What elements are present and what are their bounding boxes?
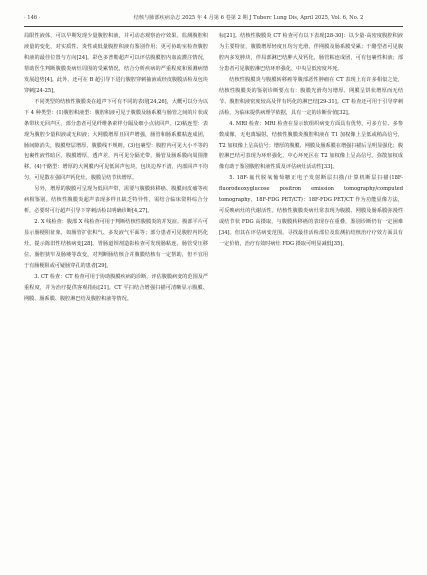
- paragraph: 结核性腹膜炎与腹膜转移癌等腹部恶性肿瘤在 CT 表现上有许多相似之处，结核性腹膜炎的鉴别诊断要点有：腹膜光滑均匀增厚、网膜呈饼状增厚而无结节、腹腔积液密度较高及伴有钙化的淋巴结[29-31]。CT 检查还可用于引导穿刺活检，为临床提供病理学依据，具有一定的诊断价值[32]。: [219, 76, 403, 116]
- paragraph: 4. MRI 检查：MRI 检查在显示软组织病变方面具有优势，可多方位、多参数成像，无电离辐射。结核性腹膜炎腹腔积液在 T1 加权像上呈低或稍高信号，T2 加权像上呈高信号；增厚的腹膜、网膜及肠系膜在增强扫描后呈明显强化；腹腔淋巴结可表现为环形强化，中心坏死区在 T2 加权像上呈高信号。弥散加权成像有助于鉴别腹腔积液性质及评估病灶活动性[33]。: [219, 120, 403, 171]
- paragraph: 标[21]。结核性腹膜炎 CT 检查可有以下表现[28-30]：以少量-高密度腹腔积液为主要特征，腹膜增厚轻度且均匀光滑，伴网膜及肠系膜受累；干酪型者可见腹腔内多发肿块，伴局部淋巴结肿大及钙化，肠管粘连成团，可有包裹性积液；部分患者可见腹腔淋巴结环形强化，中央呈低密度坏死。: [219, 33, 403, 72]
- paragraph: 不同类型的结核性腹膜炎在超声下可有不同的表现[24,26]，大概可以分为以下 4 种类型：(1)腹腔积液型：腹腔积液可见于腹膜及肠系膜与肠管之间的片状或条带状无回声区，部分患者可见纤维条索样分隔及细小点状回声。(2)粘连型：表现为腹腔少量积液或无积液；大网膜增厚且回声增强，肠管和肠系膜粘连成团，肠间隙消失，腹膜壁层增厚，腹膜线不规则。(3)包裹型：腹腔内可见大小不等的包裹性液性暗区，腹膜增厚，透声差，内可见分隔光带，肠管及肠系膜向周围推移。(4)干酪型：增厚的大网膜内可见低回声包块，包块边界不清，内部回声不均匀，可见散在强回声钙化灶，腹膜呈结节状增厚。: [24, 98, 208, 182]
- paragraph: 2. X 线检查：腹部 X 线检查可用于判断结核性腹膜炎的并发症。腹部平片可显示肠梗阻征象，如肠管扩张积气、多发液气平面等；部分患者可见腹腔内钙化灶，提示陈旧性结核病变[28]。胃肠道钡剂造影检查可发现肠粘连、肠管受压移位、肠腔狭窄及肠瘘等改变，对判断肠结核合并腹膜结核有一定帮助，但不宜用于有肠梗阻或可疑肠穿孔的患者[29]。: [24, 219, 208, 270]
- paragraph: 另外，增厚的腹膜可呈现为低回声带，需要与腹膜转移癌、腹膜间皮瘤等疾病相鉴别。结核性腹膜炎超声表现多样且缺乏特异性，需结合临床资料综合分析，必要时可行超声引导下穿刺活检以明确诊断[4,27]。: [24, 186, 208, 215]
- paragraph: 局限性液体，可以早期发现少量腹腔积液，并可动态观察治疗效果。监测腹腔积液量的变化，对实质性、炎性或低量腹腔积液有鉴别作用；更可协助室检查腹腔积液的最佳位置与方向[24]。彩色多普勒超声可以评估腹膜腔内血流灌注情况，帮助医生判断腹膜炎病灶周围的受累情况，结合分析疾病的严重程度和预测病情发展趋势[4]。此外，还可在 B 超引导下进行腹腔穿刺抽液或经皮腹膜活检及包块穿刺[24-25]。: [24, 33, 208, 94]
- paragraph: 5. 18F-氟代脱氧葡萄糖正电子发射断层扫描/计算机断层扫描(18F-fluorodeoxyglucose positron emission tomography/computed tomography，18F-FDG PET/CT)：18F-FDG PET/CT 作为功能显像方法，可反映病灶的代谢活性。结核性腹膜炎病灶常表现为腹膜、网膜及肠系膜弥漫性或结节状 FDG 高摄取，与腹膜转移癌的表现存在重叠，鉴别诊断仍有一定困难[34]。但其在评估病变范围、寻找最佳活检部位及监测抗结核治疗疗效方面具有一定价值，治疗有效时病灶 FDG 摄取可明显减低[35]。: [219, 175, 403, 248]
- right-column: [219, 31, 403, 559]
- page-number: · 146 ·: [24, 15, 41, 21]
- paragraph: 3. CT 检查：CT 检查可用于协助腹膜疾病的诊断，评估腹膜病变的范围及严重程度，并为治疗提供客观指标[21]。CT 平扫结合增强扫描可清晰显示腹膜、网膜、肠系膜、腹腔淋巴结及腹腔积液等情况。: [24, 273, 208, 302]
- left-column: [24, 31, 208, 559]
- running-header: [24, 12, 403, 27]
- journal-citation: 结核与肺部疾病杂志 2025 年 4 月第 6 卷第 2 期 J Tuberc Lung Dis, April 2025, Vol. 6, No. 2: [133, 15, 364, 21]
